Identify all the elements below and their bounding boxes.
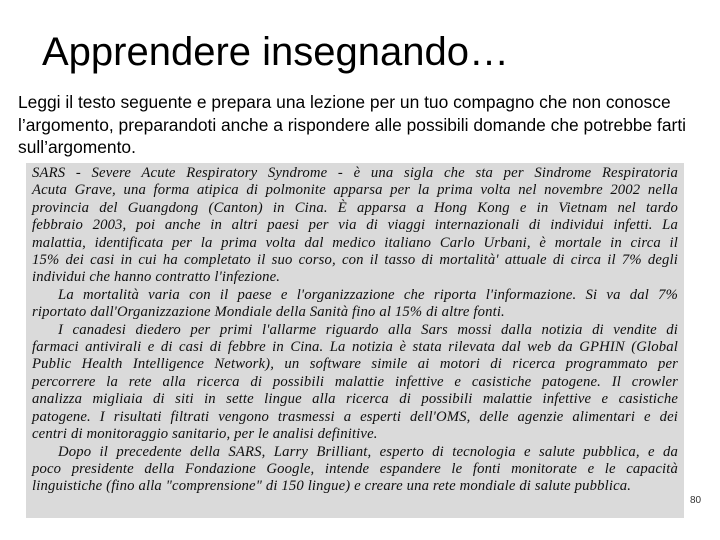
scan-line: Acuta Grave, una forma atipica di polmonite apparsa per la prima volta nel novembre 2002 nella xyxy=(32,182,678,199)
scan-line: malattia, identificata per la prima volta dal medico italiano Carlo Urbani, è mortale in circa il xyxy=(32,234,678,251)
scan-line: analizza migliaia di siti in sette lingue alla ricerca di possibili malattie infettive e casistiche xyxy=(32,391,678,408)
scan-line: I canadesi diedero per primi l'allarme riguardo alla Sars mossi dalla notizia di vendite di xyxy=(58,321,678,338)
scan-line: individui che hanno contratto l'infezione. xyxy=(32,269,281,286)
page-number: 80 xyxy=(690,495,702,506)
scan-line: poco presidente della Fondazione Google, intende espandere le fonti monitorate e le capacità xyxy=(32,460,678,477)
scan-line: patogene. I risultati filtrati vengono trasmessi a esperti dell'OMS, delle agenzie alimentari e dei xyxy=(32,408,678,425)
scan-line: percorrere la rete alla ricerca di possibili malattie infettive e casistiche patogene. Il crowler xyxy=(32,373,678,390)
scan-line: riportato dall'Organizzazione Mondiale della Sanità fino al 15% di altre fonti. xyxy=(32,304,505,321)
scan-line: provincia del Guangdong (Canton) in Cina. È apparsa a Hong Kong e in Vietnam nel tardo xyxy=(32,199,678,216)
scan-line: linguistiche (fino alla "comprensione" di 150 lingue) e creare una rete mondiale di salute pubblica. xyxy=(32,478,632,495)
scan-line: febbraio 2003, poi anche in altri paesi per via di viaggi internazionali di individui infetti. La xyxy=(32,217,678,234)
scan-line: 15% dei casi in cui ha completato il suo corso, con il tasso di mortalità' attuale di circa il 7% degli xyxy=(32,252,678,269)
instruction-text: Leggi il testo seguente e prepara una lezione per un tuo compagno che non conosce l’argomento, preparandoti anche a rispondere alle possibili domande che potrebbe farti sull’argomento. xyxy=(18,92,687,157)
scanned-text-image xyxy=(26,163,684,518)
scan-line: Public Health Intelligence Network), un software simile ai motori di ricerca programmato per xyxy=(32,356,678,373)
scan-line: SARS - Severe Acute Respiratory Syndrome - è una sigla che sta per Sindrome Respiratoria xyxy=(32,165,678,181)
scan-line: Dopo il precedente della SARS, Larry Brilliant, esperto di tecnologia e salute pubblica, e da xyxy=(58,443,678,460)
scan-line: La mortalità varia con il paese e l'organizzazione che riporta l'informazione. Si va dal 7% xyxy=(58,286,678,303)
scan-line: farmaci antivirali e di casi di febbre in Cina. La notizia è stata rilevata dal web da GPHIN (Global xyxy=(32,339,678,356)
slide-title: Apprendere insegnando… xyxy=(42,30,510,74)
scan-line: centri di monitoraggio sanitario, per le analisi definitive. xyxy=(32,426,378,443)
